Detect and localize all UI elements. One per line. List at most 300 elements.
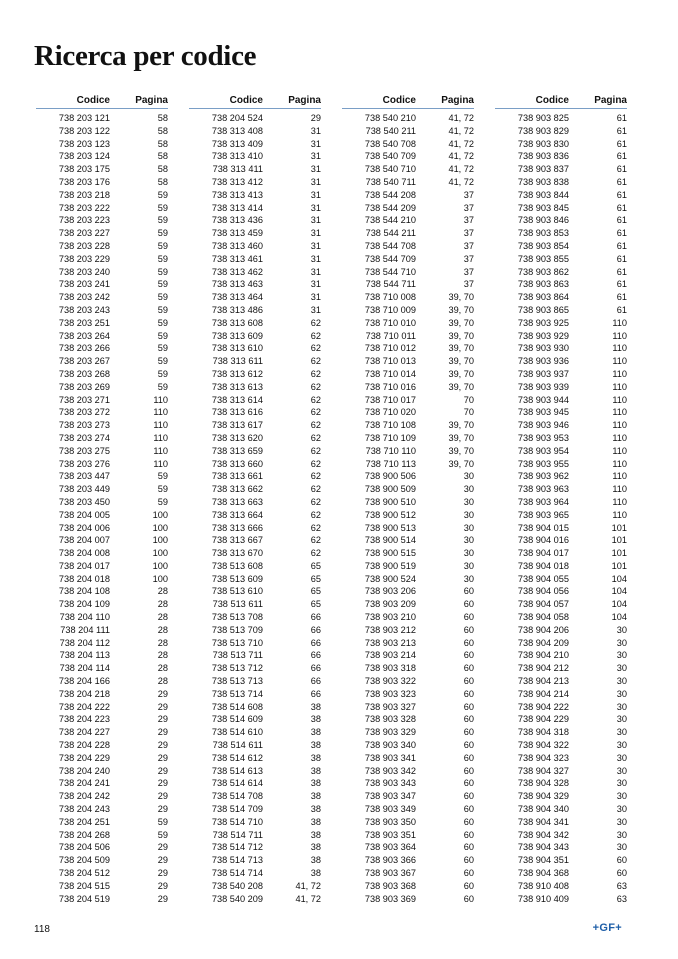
- code-cell: 738 900 506: [364, 471, 416, 482]
- table-row: [36, 624, 168, 637]
- code-cell: 738 904 341: [517, 816, 569, 827]
- table-row: [342, 176, 474, 189]
- page-cell: 39, 70: [448, 458, 474, 469]
- code-cell: 738 904 323: [517, 752, 569, 763]
- table-row: [189, 713, 321, 726]
- page-cell: 61: [616, 202, 627, 213]
- page-cell: 100: [152, 509, 168, 520]
- table-row: [189, 585, 321, 598]
- code-cell: 738 313 663: [211, 496, 263, 507]
- table-row: [495, 291, 627, 304]
- code-cell: 738 903 939: [517, 381, 569, 392]
- page-cell: 59: [157, 343, 168, 354]
- page-cell: 39, 70: [448, 420, 474, 431]
- page-cell: 31: [310, 240, 321, 251]
- page-cell: 39, 70: [448, 292, 474, 303]
- page-cell: 59: [157, 381, 168, 392]
- table-row: [189, 867, 321, 880]
- table-row: [342, 547, 474, 560]
- page-cell: 65: [310, 573, 321, 584]
- table-row: [495, 611, 627, 624]
- table-row: [36, 547, 168, 560]
- code-cell: 738 313 613: [211, 381, 263, 392]
- code-cell: 738 313 459: [211, 228, 263, 239]
- table-row: [342, 790, 474, 803]
- page-cell: 28: [157, 624, 168, 635]
- code-cell: 738 904 322: [517, 740, 569, 751]
- page-cell: 62: [310, 356, 321, 367]
- code-cell: 738 514 708: [211, 791, 263, 802]
- code-cell: 738 203 122: [58, 125, 110, 136]
- table-row: [342, 368, 474, 381]
- code-cell: 738 903 318: [364, 663, 416, 674]
- code-cell: 738 313 410: [211, 151, 263, 162]
- page-cell: 60: [463, 727, 474, 738]
- table-row: [342, 841, 474, 854]
- table-row: [189, 573, 321, 586]
- code-cell: 738 313 610: [211, 343, 263, 354]
- code-cell: 738 903 210: [364, 612, 416, 623]
- code-cell: 738 204 506: [58, 842, 110, 853]
- table-row: [36, 611, 168, 624]
- page-cell: 59: [157, 484, 168, 495]
- page-header: Pagina: [135, 95, 168, 106]
- code-cell: 738 710 011: [365, 330, 416, 341]
- code-cell: 738 903 349: [364, 804, 416, 815]
- page-cell: 30: [616, 650, 627, 661]
- table-row: [36, 253, 168, 266]
- code-cell: 738 204 228: [58, 740, 110, 751]
- code-cell: 738 313 620: [211, 432, 263, 443]
- code-cell: 738 513 708: [211, 612, 263, 623]
- code-cell: 738 540 711: [365, 176, 416, 187]
- code-cell: 738 544 211: [365, 228, 416, 239]
- page-cell: 60: [463, 868, 474, 879]
- code-cell: 738 904 016: [517, 535, 569, 546]
- page-cell: 62: [310, 445, 321, 456]
- page-cell: 29: [157, 868, 168, 879]
- page-cell: 28: [157, 599, 168, 610]
- table-row: [342, 867, 474, 880]
- column-header: [495, 94, 627, 109]
- page-cell: 59: [157, 228, 168, 239]
- code-cell: 738 904 056: [517, 586, 569, 597]
- table-row: [189, 419, 321, 432]
- table-row: [495, 841, 627, 854]
- table-row: [495, 598, 627, 611]
- table-row: [495, 803, 627, 816]
- page-cell: 110: [612, 381, 627, 392]
- code-cell: 738 904 229: [517, 714, 569, 725]
- table-row: [189, 803, 321, 816]
- page-cell: 61: [616, 125, 627, 136]
- page-cell: 61: [616, 176, 627, 187]
- table-row: [189, 598, 321, 611]
- page-cell: 104: [611, 599, 627, 610]
- table-row: [36, 496, 168, 509]
- code-cell: 738 204 268: [58, 829, 110, 840]
- code-cell: 738 903 323: [364, 688, 416, 699]
- table-row: [189, 240, 321, 253]
- code-cell: 738 513 610: [211, 586, 263, 597]
- page-cell: 58: [157, 125, 168, 136]
- page-cell: 60: [463, 816, 474, 827]
- rows: [36, 112, 168, 905]
- page-cell: 41, 72: [448, 138, 474, 149]
- code-cell: 738 203 241: [58, 279, 110, 290]
- table-row: [36, 470, 168, 483]
- table-row: [342, 701, 474, 714]
- page-cell: 30: [616, 752, 627, 763]
- page-cell: 110: [612, 317, 627, 328]
- code-cell: 738 313 612: [211, 368, 263, 379]
- code-cell: 738 313 436: [211, 215, 263, 226]
- table-row: [189, 445, 321, 458]
- code-cell: 738 513 608: [211, 560, 263, 571]
- table-row: [189, 381, 321, 394]
- page-cell: 100: [152, 548, 168, 559]
- page-cell: 30: [616, 816, 627, 827]
- code-cell: 738 904 206: [517, 624, 569, 635]
- table-row: [342, 522, 474, 535]
- page-cell: 30: [616, 688, 627, 699]
- table-row: [36, 829, 168, 842]
- page-cell: 60: [463, 676, 474, 687]
- table-row: [189, 317, 321, 330]
- table-row: [36, 777, 168, 790]
- code-cell: 738 903 954: [517, 445, 569, 456]
- table-row: [189, 611, 321, 624]
- code-cell: 738 204 018: [58, 573, 110, 584]
- page-cell: 62: [310, 381, 321, 392]
- table-row: [495, 675, 627, 688]
- code-cell: 738 904 343: [517, 842, 569, 853]
- page-cell: 59: [157, 304, 168, 315]
- page-cell: 30: [463, 560, 474, 571]
- page-cell: 59: [157, 368, 168, 379]
- page-cell: 38: [310, 727, 321, 738]
- page-cell: 31: [310, 279, 321, 290]
- table-row: [342, 777, 474, 790]
- page-cell: 62: [310, 458, 321, 469]
- page-cell: 62: [310, 407, 321, 418]
- table-row: [189, 829, 321, 842]
- code-cell: 738 900 512: [364, 509, 416, 520]
- table-row: [36, 726, 168, 739]
- table-row: [189, 752, 321, 765]
- page-cell: 30: [616, 740, 627, 751]
- code-cell: 738 203 175: [58, 164, 110, 175]
- code-cell: 738 313 412: [211, 176, 263, 187]
- table-row: [495, 854, 627, 867]
- page-cell: 38: [310, 714, 321, 725]
- code-cell: 738 544 711: [365, 279, 416, 290]
- page-cell: 62: [310, 522, 321, 533]
- code-cell: 738 514 711: [212, 829, 263, 840]
- page-cell: 66: [310, 637, 321, 648]
- table-row: [342, 752, 474, 765]
- code-cell: 738 203 273: [58, 420, 110, 431]
- code-cell: 738 903 343: [364, 778, 416, 789]
- code-cell: 738 514 614: [211, 778, 263, 789]
- table-row: [189, 266, 321, 279]
- page-cell: 61: [616, 151, 627, 162]
- code-cell: 738 544 708: [364, 240, 416, 251]
- page-cell: 100: [152, 522, 168, 533]
- page-cell: 31: [310, 138, 321, 149]
- page-cell: 30: [463, 548, 474, 559]
- code-cell: 738 313 461: [211, 253, 263, 264]
- page-cell: 110: [612, 458, 627, 469]
- table-row: [36, 189, 168, 202]
- table-row: [495, 649, 627, 662]
- table-row: [36, 701, 168, 714]
- code-cell: 738 313 463: [211, 279, 263, 290]
- page-cell: 60: [463, 880, 474, 891]
- code-cell: 738 903 855: [517, 253, 569, 264]
- page-cell: 62: [310, 535, 321, 546]
- table-row: [189, 176, 321, 189]
- page-cell: 39, 70: [448, 368, 474, 379]
- table-row: [36, 112, 168, 125]
- code-cell: 738 903 965: [517, 509, 569, 520]
- page-cell: 110: [612, 484, 627, 495]
- page-cell: 29: [157, 765, 168, 776]
- page-cell: 65: [310, 560, 321, 571]
- code-cell: 738 904 368: [517, 868, 569, 879]
- table-row: [36, 880, 168, 893]
- code-cell: 738 514 608: [211, 701, 263, 712]
- table-row: [36, 445, 168, 458]
- table-row: [342, 112, 474, 125]
- table-row: [36, 458, 168, 471]
- page-cell: 60: [463, 791, 474, 802]
- page-cell: 60: [616, 868, 627, 879]
- table-row: [495, 163, 627, 176]
- code-cell: 738 904 342: [517, 829, 569, 840]
- table-row: [342, 662, 474, 675]
- code-cell: 738 903 825: [517, 113, 569, 123]
- page-cell: 60: [463, 740, 474, 751]
- page-cell: 110: [153, 394, 168, 405]
- table-row: [495, 470, 627, 483]
- code-cell: 738 903 214: [364, 650, 416, 661]
- table-row: [495, 534, 627, 547]
- page-cell: 104: [611, 612, 627, 623]
- code-cell: 738 204 241: [58, 778, 110, 789]
- index-column-1: [36, 94, 168, 905]
- page-cell: 31: [310, 266, 321, 277]
- code-cell: 738 313 414: [211, 202, 263, 213]
- page-cell: 29: [157, 740, 168, 751]
- table-row: [342, 291, 474, 304]
- table-row: [189, 125, 321, 138]
- page-cell: 61: [616, 113, 627, 123]
- table-row: [342, 432, 474, 445]
- page-cell: 30: [463, 496, 474, 507]
- page-cell: 30: [463, 573, 474, 584]
- page-cell: 110: [612, 509, 627, 520]
- page-cell: 60: [463, 842, 474, 853]
- code-cell: 738 313 408: [211, 125, 263, 136]
- table-row: [36, 752, 168, 765]
- table-row: [189, 624, 321, 637]
- code-cell: 738 710 110: [365, 445, 416, 456]
- page-cell: 62: [310, 496, 321, 507]
- code-cell: 738 513 709: [211, 624, 263, 635]
- page-cell: 30: [616, 727, 627, 738]
- page-cell: 31: [310, 125, 321, 136]
- table-row: [495, 790, 627, 803]
- code-cell: 738 204 512: [58, 868, 110, 879]
- code-cell: 738 903 844: [517, 189, 569, 200]
- gf-logo: +GF+: [592, 922, 622, 934]
- code-cell: 738 514 714: [211, 868, 263, 879]
- code-cell: 738 313 614: [211, 394, 263, 405]
- code-cell: 738 903 946: [517, 420, 569, 431]
- page-cell: 59: [157, 266, 168, 277]
- table-row: [36, 214, 168, 227]
- page-cell: 61: [616, 240, 627, 251]
- page-cell: 59: [157, 816, 168, 827]
- code-cell: 738 903 846: [517, 215, 569, 226]
- code-cell: 738 313 609: [211, 330, 263, 341]
- code-cell: 738 903 347: [364, 791, 416, 802]
- code-cell: 738 204 008: [58, 548, 110, 559]
- code-cell: 738 204 218: [58, 688, 110, 699]
- code-cell: 738 710 016: [364, 381, 416, 392]
- page-cell: 59: [157, 202, 168, 213]
- page-cell: 110: [612, 420, 627, 431]
- page-cell: 61: [616, 279, 627, 290]
- table-row: [189, 227, 321, 240]
- code-cell: 738 903 865: [517, 304, 569, 315]
- code-cell: 738 513 713: [211, 676, 263, 687]
- table-row: [342, 509, 474, 522]
- table-row: [495, 304, 627, 317]
- page-cell: 31: [310, 202, 321, 213]
- table-row: [495, 688, 627, 701]
- table-row: [189, 214, 321, 227]
- code-cell: 738 900 510: [364, 496, 416, 507]
- page-cell: 101: [611, 548, 627, 559]
- code-cell: 738 204 111: [60, 624, 110, 635]
- table-row: [495, 752, 627, 765]
- table-row: [36, 649, 168, 662]
- table-row: [189, 816, 321, 829]
- table-row: [495, 573, 627, 586]
- page-cell: 38: [310, 868, 321, 879]
- table-row: [36, 637, 168, 650]
- page-cell: 39, 70: [448, 432, 474, 443]
- page-cell: 70: [463, 394, 474, 405]
- page-number: 118: [34, 924, 50, 935]
- code-cell: 738 203 264: [58, 330, 110, 341]
- page-cell: 61: [616, 228, 627, 239]
- page-cell: 29: [157, 791, 168, 802]
- page-cell: 29: [157, 804, 168, 815]
- table-row: [342, 854, 474, 867]
- code-cell: 738 903 925: [517, 317, 569, 328]
- page-cell: 41, 72: [295, 893, 321, 904]
- code-cell: 738 313 667: [211, 535, 263, 546]
- page-cell: 110: [612, 368, 627, 379]
- column-header: [36, 94, 168, 109]
- page-cell: 28: [157, 676, 168, 687]
- page-title: Ricerca per codice: [34, 40, 257, 72]
- code-cell: 738 903 930: [517, 343, 569, 354]
- page-cell: 110: [612, 496, 627, 507]
- code-cell: 738 203 229: [58, 253, 110, 264]
- table-row: [36, 560, 168, 573]
- table-row: [342, 483, 474, 496]
- page-cell: 60: [463, 752, 474, 763]
- page-cell: 60: [463, 599, 474, 610]
- code-cell: 738 710 013: [364, 356, 416, 367]
- page-cell: 30: [616, 765, 627, 776]
- page-cell: 31: [310, 151, 321, 162]
- code-cell: 738 313 611: [212, 356, 263, 367]
- code-cell: 738 900 509: [364, 484, 416, 495]
- code-cell: 738 903 328: [364, 714, 416, 725]
- code-cell: 738 710 113: [365, 458, 416, 469]
- code-cell: 738 903 836: [517, 151, 569, 162]
- page-cell: 60: [463, 804, 474, 815]
- code-cell: 738 903 837: [517, 164, 569, 175]
- page-cell: 61: [616, 292, 627, 303]
- table-row: [495, 765, 627, 778]
- table-row: [342, 739, 474, 752]
- page-cell: 41, 72: [448, 113, 474, 123]
- table-row: [495, 419, 627, 432]
- code-cell: 738 514 609: [211, 714, 263, 725]
- code-cell: 738 903 854: [517, 240, 569, 251]
- code-cell: 738 204 229: [58, 752, 110, 763]
- page-cell: 31: [310, 164, 321, 175]
- code-cell: 738 204 109: [58, 599, 110, 610]
- code-cell: 738 904 329: [517, 791, 569, 802]
- table-row: [189, 304, 321, 317]
- page-cell: 62: [310, 330, 321, 341]
- page-cell: 29: [157, 893, 168, 904]
- page-cell: 60: [463, 829, 474, 840]
- index-column-2: [189, 94, 321, 905]
- code-cell: 738 204 113: [59, 650, 110, 661]
- rows: [495, 112, 627, 905]
- page-cell: 66: [310, 624, 321, 635]
- code-cell: 738 903 351: [364, 829, 416, 840]
- page-cell: 61: [616, 189, 627, 200]
- page-cell: 60: [463, 663, 474, 674]
- page-cell: 37: [463, 240, 474, 251]
- code-cell: 738 204 227: [58, 727, 110, 738]
- page-cell: 62: [310, 509, 321, 520]
- table-row: [495, 266, 627, 279]
- table-row: [36, 278, 168, 291]
- page-cell: 39, 70: [448, 330, 474, 341]
- table-row: [342, 138, 474, 151]
- code-cell: 738 203 218: [58, 189, 110, 200]
- table-row: [189, 189, 321, 202]
- page-cell: 59: [157, 471, 168, 482]
- table-row: [342, 560, 474, 573]
- page-cell: 60: [463, 586, 474, 597]
- page-cell: 61: [616, 164, 627, 175]
- page-cell: 59: [157, 330, 168, 341]
- code-cell: 738 203 266: [58, 343, 110, 354]
- table-row: [495, 138, 627, 151]
- table-row: [36, 342, 168, 355]
